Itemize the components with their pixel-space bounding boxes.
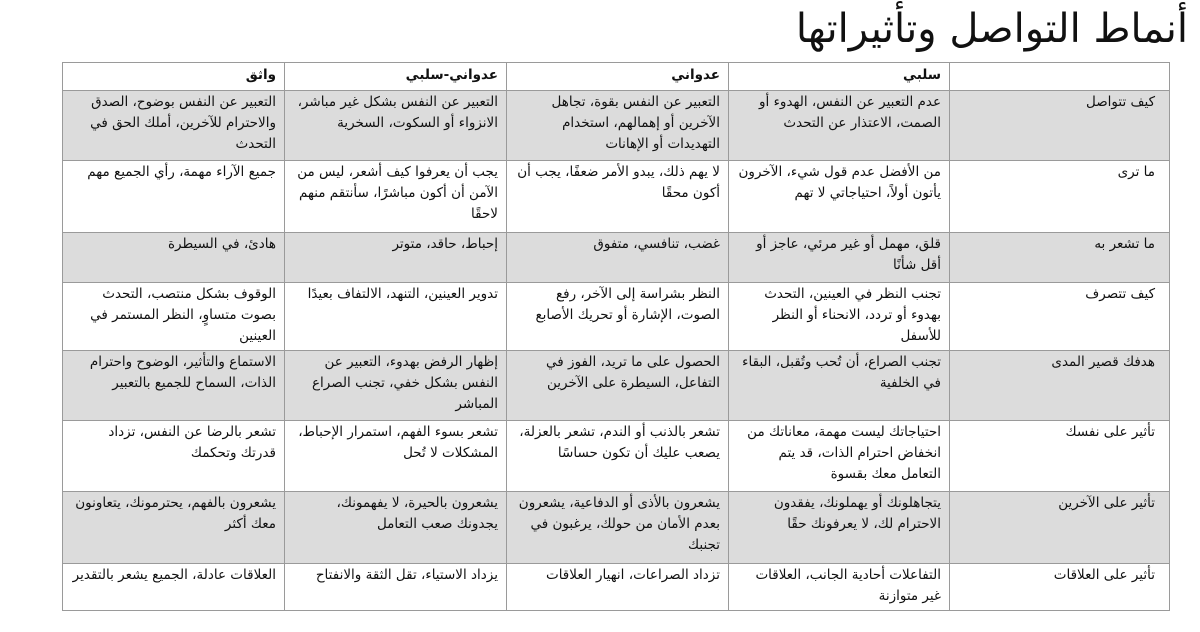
table-cell: احتياجاتك ليست مهمة، معاناتك من انخفاض احترام الذات، قد يتم التعامل معك بقسوة bbox=[729, 421, 950, 492]
table-cell: التعبير عن النفس بشكل غير مباشر، الانزواء أو السكوت، السخرية bbox=[285, 91, 507, 161]
table-cell: هادئ، في السيطرة bbox=[63, 233, 285, 283]
table-cell: يشعرون بالفهم، يحترمونك، يتعاونون معك أكثر bbox=[63, 492, 285, 564]
table-row bbox=[63, 91, 1170, 161]
communication-styles-table bbox=[62, 62, 1170, 611]
table-cell: غضب، تنافسي، متفوق bbox=[507, 233, 729, 283]
row-label: تأثير على العلاقات bbox=[950, 564, 1170, 611]
table-cell: تشعر بسوء الفهم، استمرار الإحباط، المشكلات لا تُحل bbox=[285, 421, 507, 492]
table-cell: إحباط، حاقد، متوتر bbox=[285, 233, 507, 283]
table-cell: من الأفضل عدم قول شيء، الآخرون يأتون أولاً، احتياجاتي لا تهم bbox=[729, 161, 950, 233]
table-row bbox=[63, 492, 1170, 564]
table-cell: النظر بشراسة إلى الآخر، رفع الصوت، الإشارة أو تحريك الأصابع bbox=[507, 283, 729, 351]
table-cell: تشعر بالرضا عن النفس، تزداد قدرتك وتحكمك bbox=[63, 421, 285, 492]
table-cell: تجنب النظر في العينين، التحدث بهدوء أو تردد، الانحناء أو النظر للأسفل bbox=[729, 283, 950, 351]
row-label: تأثير على نفسك bbox=[950, 421, 1170, 492]
row-label: ما تشعر به bbox=[950, 233, 1170, 283]
row-label: كيف تتواصل bbox=[950, 91, 1170, 161]
table-cell: التعبير عن النفس بوضوح، الصدق والاحترام للآخرين، أملك الحق في التحدث bbox=[63, 91, 285, 161]
table-container bbox=[62, 62, 1169, 611]
table-cell: الاستماع والتأثير، الوضوح واحترام الذات، السماح للجميع بالتعبير bbox=[63, 351, 285, 421]
row-label: كيف تتصرف bbox=[950, 283, 1170, 351]
table-cell: لا يهم ذلك، يبدو الأمر ضعفًا، يجب أن أكون محقًا bbox=[507, 161, 729, 233]
table-row bbox=[63, 421, 1170, 492]
table-row bbox=[63, 351, 1170, 421]
row-label: هدفك قصير المدى bbox=[950, 351, 1170, 421]
row-label: تأثير على الآخرين bbox=[950, 492, 1170, 564]
page-title: أنماط التواصل وتأثيراتها bbox=[795, 6, 1188, 52]
table-cell: يشعرون بالأذى أو الدفاعية، يشعرون بعدم الأمان من حولك، يرغبون في تجنبك bbox=[507, 492, 729, 564]
table-cell: تجنب الصراع، أن تُحب وتُقبل، البقاء في الخلفية bbox=[729, 351, 950, 421]
table-cell: تزداد الصراعات، انهيار العلاقات bbox=[507, 564, 729, 611]
table-row bbox=[63, 161, 1170, 233]
table-cell: جميع الآراء مهمة، رأي الجميع مهم bbox=[63, 161, 285, 233]
header-cell-aggressive: عدواني bbox=[507, 63, 729, 91]
table-row bbox=[63, 564, 1170, 611]
header-cell-empty bbox=[950, 63, 1170, 91]
row-label: ما ترى bbox=[950, 161, 1170, 233]
header-cell-passive-aggressive: عدواني-سلبي bbox=[285, 63, 507, 91]
table-cell: التفاعلات أحادية الجانب، العلاقات غير متوازنة bbox=[729, 564, 950, 611]
table-cell: العلاقات عادلة، الجميع يشعر بالتقدير bbox=[63, 564, 285, 611]
table-cell: تشعر بالذنب أو الندم، تشعر بالعزلة، يصعب عليك أن تكون حساسًا bbox=[507, 421, 729, 492]
table-cell: تدوير العينين، التنهد، الالتفاف بعيدًا bbox=[285, 283, 507, 351]
table-cell: عدم التعبير عن النفس، الهدوء أو الصمت، الاعتذار عن التحدث bbox=[729, 91, 950, 161]
table-cell: التعبير عن النفس بقوة، تجاهل الآخرين أو إهمالهم، استخدام التهديدات أو الإهانات bbox=[507, 91, 729, 161]
table-row bbox=[63, 233, 1170, 283]
table-cell: يزداد الاستياء، تقل الثقة والانفتاح bbox=[285, 564, 507, 611]
header-cell-passive: سلبي bbox=[729, 63, 950, 91]
header-cell-assertive: واثق bbox=[63, 63, 285, 91]
table-row bbox=[63, 283, 1170, 351]
table-cell: يتجاهلونك أو يهملونك، يفقدون الاحترام لك، لا يعرفونك حقًا bbox=[729, 492, 950, 564]
table-cell: إظهار الرفض بهدوء، التعبير عن النفس بشكل خفي، تجنب الصراع المباشر bbox=[285, 351, 507, 421]
table-cell: الوقوف بشكل منتصب، التحدث بصوت متساوٍ، النظر المستمر في العينين bbox=[63, 283, 285, 351]
header-row bbox=[63, 63, 1170, 91]
table-cell: قلق، مهمل أو غير مرئي، عاجز أو أقل شأنًا bbox=[729, 233, 950, 283]
table-cell: يشعرون بالحيرة، لا يفهمونك، يجدونك صعب التعامل bbox=[285, 492, 507, 564]
table-cell: يجب أن يعرفوا كيف أشعر، ليس من الآمن أن أكون مباشرًا، سأنتقم منهم لاحقًا bbox=[285, 161, 507, 233]
table-cell: الحصول على ما تريد، الفوز في التفاعل، السيطرة على الآخرين bbox=[507, 351, 729, 421]
